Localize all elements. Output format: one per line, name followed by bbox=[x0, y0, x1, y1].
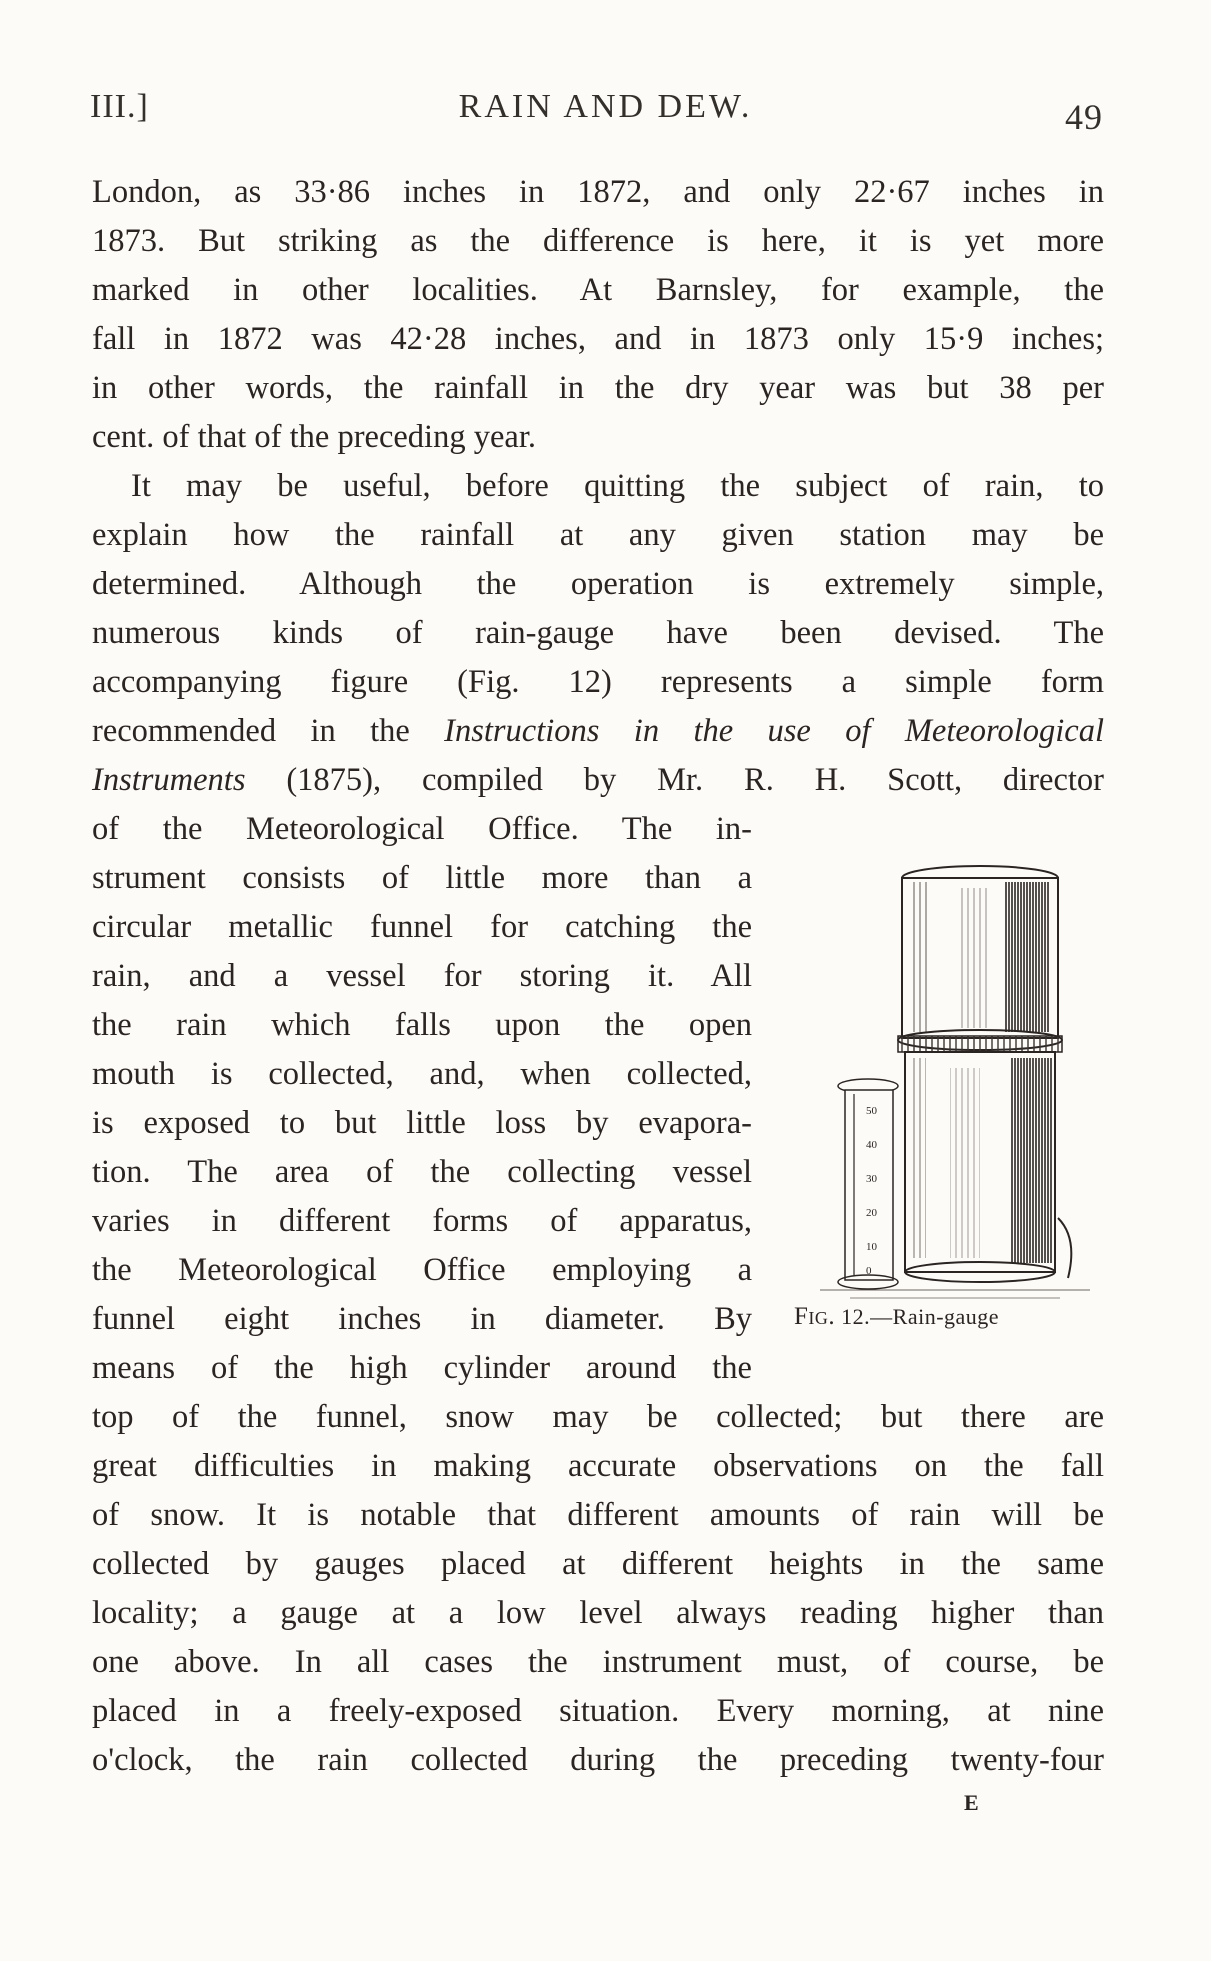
text-line: the Meteorological Office employing a bbox=[92, 1252, 752, 1288]
text-line: is exposed to but little loss by evapora- bbox=[92, 1105, 752, 1141]
text-line: top of the funnel, snow may be collected; but there are bbox=[92, 1399, 1104, 1435]
text-line: mouth is collected, and, when collected, bbox=[92, 1056, 752, 1092]
scale-label: 50 bbox=[866, 1105, 877, 1117]
rain-gauge-illustration bbox=[810, 858, 1100, 1328]
text-line: explain how the rainfall at any given station may be bbox=[92, 517, 1104, 553]
text-line: fall in 1872 was 42·28 inches, and in 1873 only 15·9 inches; bbox=[92, 321, 1104, 357]
italic-book-title: Instructions in the use of Meteorological bbox=[444, 713, 1104, 749]
scale-label: 40 bbox=[866, 1139, 877, 1151]
caption-fig-label: Fig. bbox=[794, 1303, 836, 1330]
scale-label: 0 bbox=[866, 1265, 872, 1277]
text-line: of snow. It is notable that different amounts of rain will be bbox=[92, 1497, 1104, 1533]
text-line: collected by gauges placed at different heights in the same bbox=[92, 1546, 1104, 1582]
text-line: rain, and a vessel for storing it. All bbox=[92, 958, 752, 994]
text-line: great difficulties in making accurate observations on the fall bbox=[92, 1448, 1104, 1484]
chapter-marker: III.] bbox=[90, 88, 149, 125]
text-line: the rain which falls upon the open bbox=[92, 1007, 752, 1043]
text-line: funnel eight inches in diameter. By bbox=[92, 1301, 752, 1337]
italic-book-title: Instruments bbox=[92, 762, 246, 798]
text-segment: recommended in the bbox=[92, 713, 445, 749]
rain-gauge-figure bbox=[810, 858, 1100, 1328]
text-line-italic-title bbox=[92, 711, 1104, 751]
text-line: cent. of that of the preceding year. bbox=[92, 419, 536, 455]
text-line: locality; a gauge at a low level always reading higher than bbox=[92, 1595, 1104, 1631]
text-line: circular metallic funnel for catching the bbox=[92, 909, 752, 945]
text-line: placed in a freely-exposed situation. Every morning, at nine bbox=[92, 1693, 1104, 1729]
text-line: 1873. But striking as the difference is here, it is yet more bbox=[92, 223, 1104, 259]
signature-mark: E bbox=[964, 1790, 979, 1815]
text-line: in other words, the rainfall in the dry year was but 38 per bbox=[92, 370, 1104, 406]
page-number: 49 bbox=[1065, 97, 1103, 137]
text-line: means of the high cylinder around the bbox=[92, 1350, 752, 1386]
running-title: RAIN AND DEW. bbox=[458, 88, 753, 125]
caption-text: 12.—Rain-gauge bbox=[835, 1304, 1000, 1329]
figure-caption bbox=[794, 1303, 1114, 1331]
text-line: one above. In all cases the instrument must, of course, be bbox=[92, 1644, 1104, 1680]
scale-label: 10 bbox=[866, 1241, 877, 1253]
scale-label: 30 bbox=[866, 1173, 877, 1185]
text-line: marked in other localities. At Barnsley, for example, the bbox=[92, 272, 1104, 308]
text-segment: (1875), compiled by Mr. R. H. Scott, director bbox=[245, 762, 1104, 798]
text-line: tion. The area of the collecting vessel bbox=[92, 1154, 752, 1190]
text-line: strument consists of little more than a bbox=[92, 860, 752, 896]
text-line: accompanying figure (Fig. 12) represents a simple form bbox=[92, 664, 1104, 700]
text-line-italic-title bbox=[92, 760, 1104, 800]
text-line: It may be useful, before quitting the subject of rain, to bbox=[131, 468, 1104, 504]
text-line: numerous kinds of rain-gauge have been devised. The bbox=[92, 615, 1104, 651]
text-line: London, as 33·86 inches in 1872, and only 22·67 inches in bbox=[92, 174, 1104, 210]
text-line: determined. Although the operation is extremely simple, bbox=[92, 566, 1104, 602]
text-line: varies in different forms of apparatus, bbox=[92, 1203, 752, 1239]
text-line: o'clock, the rain collected during the preceding twenty-four bbox=[92, 1742, 1104, 1778]
scale-label: 20 bbox=[866, 1207, 877, 1219]
text-line: of the Meteorological Office. The in- bbox=[92, 811, 752, 847]
